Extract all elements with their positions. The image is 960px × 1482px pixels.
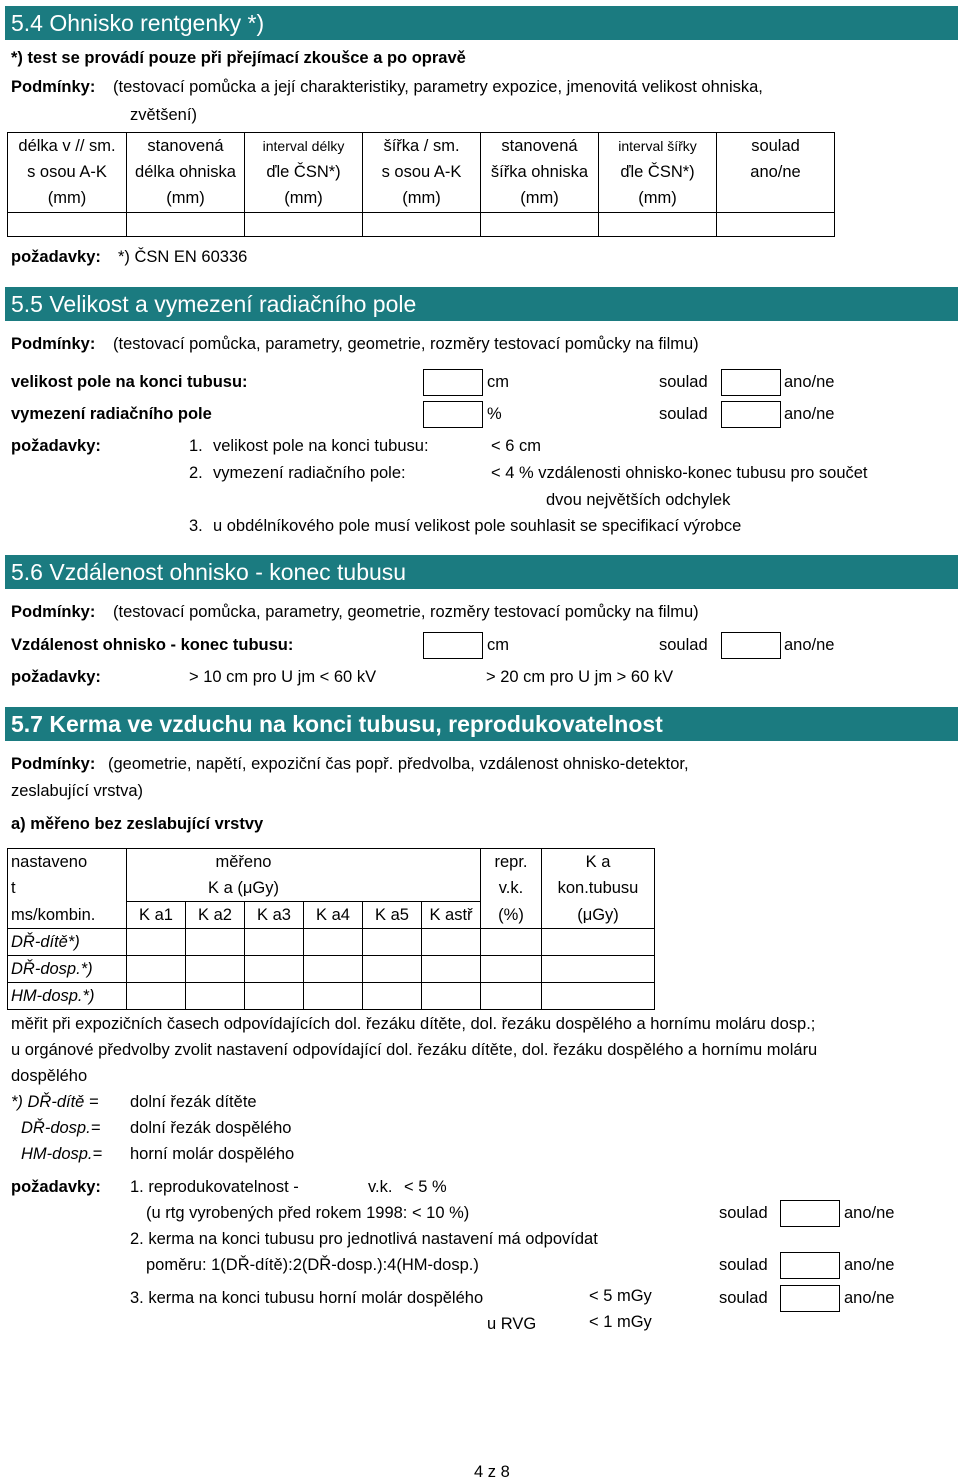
input-cell[interactable] [599, 213, 717, 237]
ano-ne-label: ano/ne [784, 636, 835, 654]
input-cell[interactable] [542, 929, 655, 956]
soulad-label: soulad [719, 1289, 768, 1307]
input-cell[interactable] [304, 983, 363, 1010]
header-cell: šířka / sm. s osou A-K (mm) [363, 133, 481, 213]
legend-key: HM-dosp.= [21, 1145, 103, 1163]
section-title-5-7: 5.7 Kerma ve vzduchu na konci tubusu, reprodukovatelnost [5, 707, 958, 741]
subsection-a: a) měřeno bez zeslabující vrstvy [11, 815, 264, 833]
section-title-5-5: 5.5 Velikost a vymezení radiačního pole [5, 287, 958, 321]
input-cell[interactable] [304, 929, 363, 956]
conditions-label: Podmínky: [11, 335, 96, 353]
conditions-text: (geometrie, napětí, expoziční čas popř. předvolba, vzdálenost ohnisko-detektor, [108, 755, 689, 773]
req-text: u RVG [487, 1315, 537, 1333]
input-cell[interactable] [422, 956, 481, 983]
req-value: > 10 cm pro U jm < 60 kV [189, 668, 377, 686]
legend-value: dolní řezák dítěte [130, 1093, 257, 1111]
ka-col-header: K a4 [304, 902, 363, 929]
table-row [8, 983, 655, 1010]
conditions-text: (testovací pomůcka, parametry, geometrie, rozměry testovací pomůcky na filmu) [113, 335, 699, 353]
req-text: (u rtg vyrobených před rokem 1998: < 10 %) [146, 1204, 470, 1222]
input-cell[interactable] [422, 929, 481, 956]
distance-input[interactable] [423, 632, 483, 659]
ka-header: (μGy) [542, 902, 655, 929]
kerma-table [7, 848, 655, 1010]
input-cell[interactable] [363, 983, 422, 1010]
soulad-input[interactable] [780, 1200, 840, 1227]
soulad-label: soulad [719, 1256, 768, 1274]
req-text: poměru: 1(DŘ-dítě):2(DŘ-dosp.):4(HM-dosp.) [146, 1256, 479, 1274]
requirements-label: požadavky: [11, 1178, 101, 1196]
field-limit-label: vymezení radiačního pole [11, 405, 212, 423]
note-line: dospělého [11, 1067, 88, 1085]
repr-header: repr. [481, 849, 542, 876]
requirements-label: požadavky: [11, 668, 101, 686]
col-label: nastaveno [8, 849, 127, 876]
req-value: < 6 cm [491, 437, 541, 455]
ka-col-header: K a5 [363, 902, 422, 929]
ano-ne-label: ano/ne [784, 373, 835, 391]
req-value-cont: dvou největších odchylek [546, 491, 731, 509]
conditions-text: (testovací pomůcka a její charakteristiky, parametry expozice, jmenovitá velikost ohniska, [113, 78, 763, 96]
focus-table [7, 132, 835, 237]
soulad-label: soulad [659, 405, 708, 423]
input-cell[interactable] [245, 956, 304, 983]
legend-value: dolní řezák dospělého [130, 1119, 292, 1137]
soulad-input[interactable] [721, 401, 781, 428]
soulad-input[interactable] [721, 369, 781, 396]
req-vk: v.k. [368, 1178, 393, 1196]
input-cell[interactable] [542, 956, 655, 983]
ka-col-header: K astř [422, 902, 481, 929]
table-row [8, 956, 655, 983]
input-cell[interactable] [186, 983, 245, 1010]
soulad-input[interactable] [780, 1285, 840, 1312]
ka-col-header: K a1 [127, 902, 186, 929]
field-limit-input[interactable] [423, 401, 483, 428]
input-cell[interactable] [481, 929, 542, 956]
soulad-label: soulad [659, 373, 708, 391]
input-cell[interactable] [186, 929, 245, 956]
legend-key: DŘ-dosp.= [21, 1119, 101, 1137]
row-label: DŘ-dítě*) [8, 929, 127, 956]
ano-ne-label: ano/ne [844, 1204, 895, 1222]
input-cell[interactable] [422, 983, 481, 1010]
ano-ne-label: ano/ne [844, 1256, 895, 1274]
req-text: vymezení radiačního pole: [213, 464, 406, 482]
input-cell[interactable] [245, 929, 304, 956]
col-label: ms/kombin. [8, 902, 127, 929]
ano-ne-label: ano/ne [784, 405, 835, 423]
repr-header: v.k. [481, 875, 542, 902]
input-cell[interactable] [245, 213, 363, 237]
unit-cm: cm [487, 636, 509, 654]
input-cell[interactable] [127, 983, 186, 1010]
soulad-input[interactable] [780, 1252, 840, 1279]
input-cell[interactable] [542, 983, 655, 1010]
note-line: měřit při expozičních časech odpovídajících dol. řezáku dítěte, dol. řezáku dospělého a hornímu moláru dosp.; [11, 1015, 816, 1033]
conditions-text-cont: zeslabující vrstva) [11, 782, 144, 800]
req-value: < 5 % [404, 1178, 447, 1196]
requirements-text: *) ČSN EN 60336 [118, 248, 248, 266]
ka-col-header: K a3 [245, 902, 304, 929]
input-cell[interactable] [363, 956, 422, 983]
input-cell[interactable] [127, 213, 245, 237]
input-cell[interactable] [481, 956, 542, 983]
req-text: velikost pole na konci tubusu: [213, 437, 429, 455]
conditions-text: (testovací pomůcka, parametry, geometrie, rozměry testovací pomůcky na filmu) [113, 603, 699, 621]
conditions-label: Podmínky: [11, 603, 96, 621]
measured-header: měřeno [127, 849, 481, 876]
input-cell[interactable] [717, 213, 835, 237]
row-label: DŘ-dosp.*) [8, 956, 127, 983]
field-size-label: velikost pole na konci tubusu: [11, 373, 248, 391]
input-cell[interactable] [186, 956, 245, 983]
header-cell: soulad ano/ne [717, 133, 835, 213]
input-cell[interactable] [304, 956, 363, 983]
unit-percent: % [487, 405, 502, 423]
req-value: < 4 % vzdálenosti ohnisko-konec tubusu pro součet [491, 464, 868, 482]
note-line: u orgánové předvolby zvolit nastavení odpovídající dol. řezáku dítěte, dol. řezáku dospělého a hornímu moláru [11, 1041, 818, 1059]
req-text: 3. kerma na konci tubusu horní molár dospělého [130, 1289, 484, 1307]
input-cell[interactable] [481, 983, 542, 1010]
requirements-label: požadavky: [11, 248, 101, 266]
header-cell: stanovená šířka ohniska (mm) [481, 133, 599, 213]
input-cell[interactable] [245, 983, 304, 1010]
req-text: 2. kerma na konci tubusu pro jednotlivá nastavení má odpovídat [130, 1230, 598, 1248]
soulad-label: soulad [719, 1204, 768, 1222]
conditions-text-cont: zvětšení) [130, 106, 197, 124]
distance-label: Vzdálenost ohnisko - konec tubusu: [11, 636, 294, 654]
input-cell[interactable] [363, 213, 481, 237]
section-title-5-4: 5.4 Ohnisko rentgenky *) [5, 6, 958, 40]
section-title-5-6: 5.6 Vzdálenost ohnisko - konec tubusu [5, 555, 958, 589]
legend-value: horní molár dospělého [130, 1145, 295, 1163]
soulad-label: soulad [659, 636, 708, 654]
header-cell: interval šířky ďle ČSN*) (mm) [599, 133, 717, 213]
conditions-label: Podmínky: [11, 755, 96, 773]
req-num: 3. [189, 517, 203, 535]
input-cell[interactable] [481, 213, 599, 237]
field-size-input[interactable] [423, 369, 483, 396]
req-num: 1. [189, 437, 203, 455]
table-row [8, 929, 655, 956]
page-number: 4 z 8 [474, 1463, 510, 1481]
req-text: 1. reprodukovatelnost - [130, 1178, 299, 1196]
req-text: u obdélníkového pole musí velikost pole souhlasit se specifikací výrobce [213, 517, 742, 535]
col-label: t [8, 875, 127, 902]
ano-ne-label: ano/ne [844, 1289, 895, 1307]
req-num: 2. [189, 464, 203, 482]
conditions-label: Podmínky: [11, 78, 96, 96]
ka-col-header: K a2 [186, 902, 245, 929]
header-cell: stanovená délka ohniska (mm) [127, 133, 245, 213]
header-cell: délka v // sm. s osou A-K (mm) [8, 133, 127, 213]
header-cell: interval délky ďle ČSN*) (mm) [245, 133, 363, 213]
input-cell[interactable] [363, 929, 422, 956]
legend-key: *) DŘ-dítě = [11, 1093, 99, 1111]
ka-header: kon.tubusu [542, 875, 655, 902]
note-text: *) test se provádí pouze při přejímací zkoušce a po opravě [11, 49, 466, 67]
row-label: HM-dosp.*) [8, 983, 127, 1010]
input-cell[interactable] [127, 929, 186, 956]
repr-header: (%) [481, 902, 542, 929]
input-cell[interactable] [127, 956, 186, 983]
ka-header: K a [542, 849, 655, 876]
requirements-label: požadavky: [11, 437, 101, 455]
req-value: < 1 mGy [589, 1313, 652, 1331]
unit-cm: cm [487, 373, 509, 391]
input-cell[interactable] [8, 213, 127, 237]
soulad-input[interactable] [721, 632, 781, 659]
req-value: < 5 mGy [589, 1287, 652, 1305]
req-value: > 20 cm pro U jm > 60 kV [486, 668, 674, 686]
ka-unit: K a (μGy) [127, 875, 481, 902]
